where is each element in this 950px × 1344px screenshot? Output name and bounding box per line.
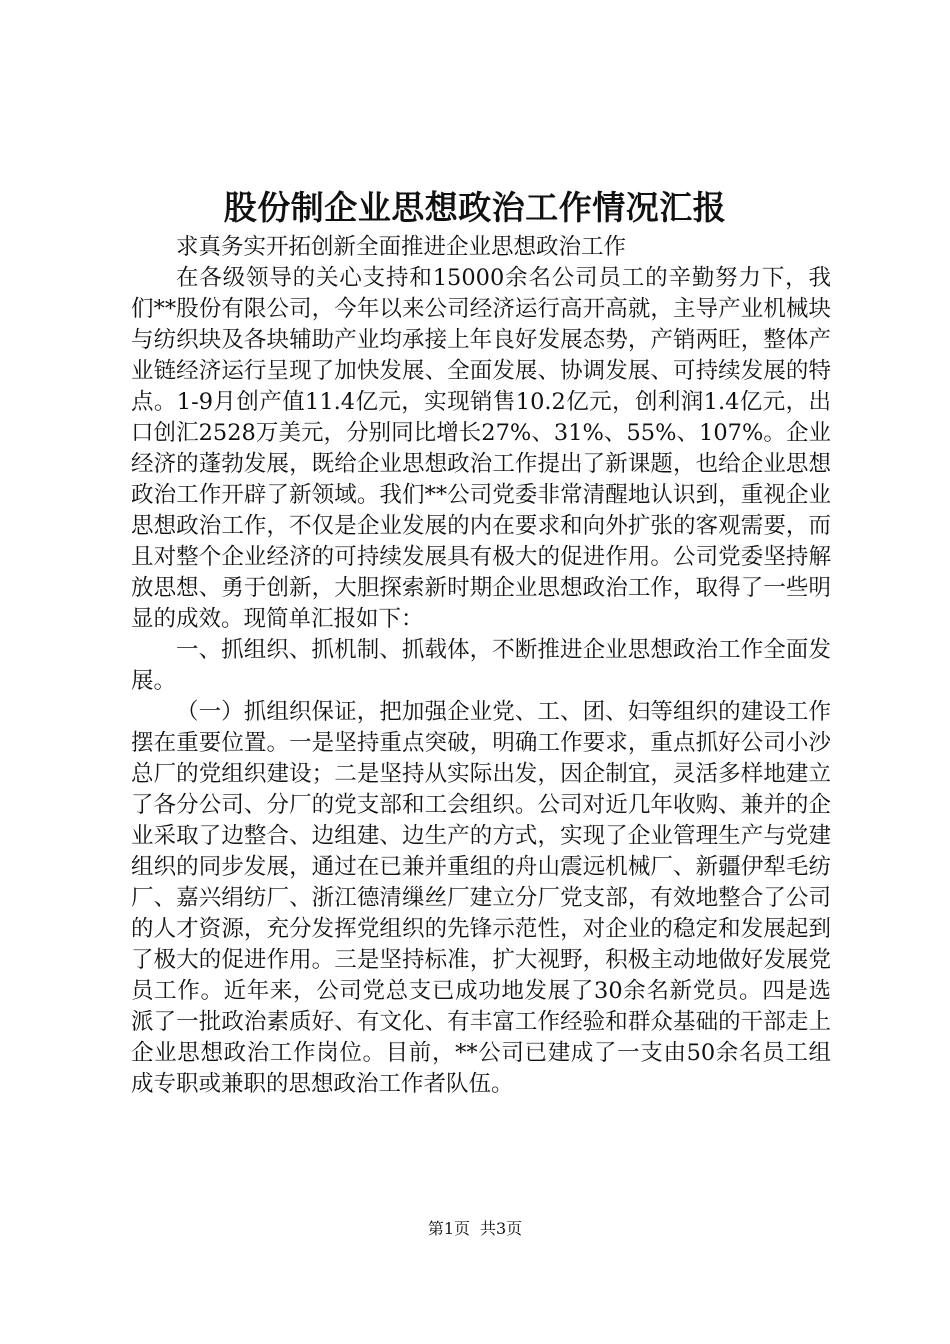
body-paragraph: （一）抓组织保证，把加强企业党、工、团、妇等组织的建设工作摆在重要位置。一是坚持重点突破，明确工作要求，重点抓好公司小沙总厂的党组织建设；二是坚持从实际出发，因企制宜，灵活多样地建立了各分公司、分厂的党支部和工会组织。公司对近几年收购、兼并的企业采取了边整合、边组建、边生产的方式，实现了企业管理生产与党建组织的同步发展，通过在已兼并重组的舟山震远机械厂、新疆伊犁毛纺厂、嘉兴绢纺厂、浙江德清缫丝厂建立分厂党支部，有效地整合了公司的人才资源，充分发挥党组织的先锋示范性，对企业的稳定和发展起到了极大的促进作用。三是坚持标准，扩大视野，积极主动地做好发展党员工作。近年来，公司党总支已成功地发展了30余名新党员。四是选派了一批政治素质好、有文化、有丰富工作经验和群众基础的干部走上企业思想政治工作岗位。目前，**公司已建成了一支由50余名员工组成专职或兼职的思想政治工作者队伍。	[131, 699, 831, 1097]
document-title: 股份制企业思想政治工作情况汇报	[223, 188, 727, 227]
document-body	[131, 232, 831, 1100]
page-total: 共3页	[480, 1219, 523, 1238]
page-footer	[0, 1218, 950, 1240]
body-paragraph: 在各级领导的关心支持和15000余名公司员工的辛勤努力下，我们**股份有限公司，今年以来公司经济运行高开高就，主导产业机械块与纺织块及各块辅助产业均承接上年良好发展态势，产销两旺，整体产业链经济运行呈现了加快发展、全面发展、协调发展、可持续发展的特点。1-9月创产值11.4亿元，实现销售10.2亿元，创利润1.4亿元，出口创汇2528万美元，分别同比增长27%、31%、55%、107%。企业经济的蓬勃发展，既给企业思想政治工作提出了新课题，也给企业思想政治工作开辟了新领域。我们**公司党委非常清醒地认识到，重视企业思想政治工作，不仅是企业发展的内在要求和向外扩张的客观需要，而且对整个企业经济的可持续发展具有极大的促进作用。公司党委坚持解放思想、勇于创新，大胆探索新时期企业思想政治工作，取得了一些明显的成效。现简单汇报如下：	[131, 265, 831, 632]
subtitle-paragraph: 求真务实开拓创新全面推进企业思想政治工作	[176, 234, 627, 260]
section-heading-paragraph: 一、抓组织、抓机制、抓载体，不断推进企业思想政治工作全面发展。	[131, 637, 831, 694]
page-number: 第1页	[427, 1219, 470, 1238]
